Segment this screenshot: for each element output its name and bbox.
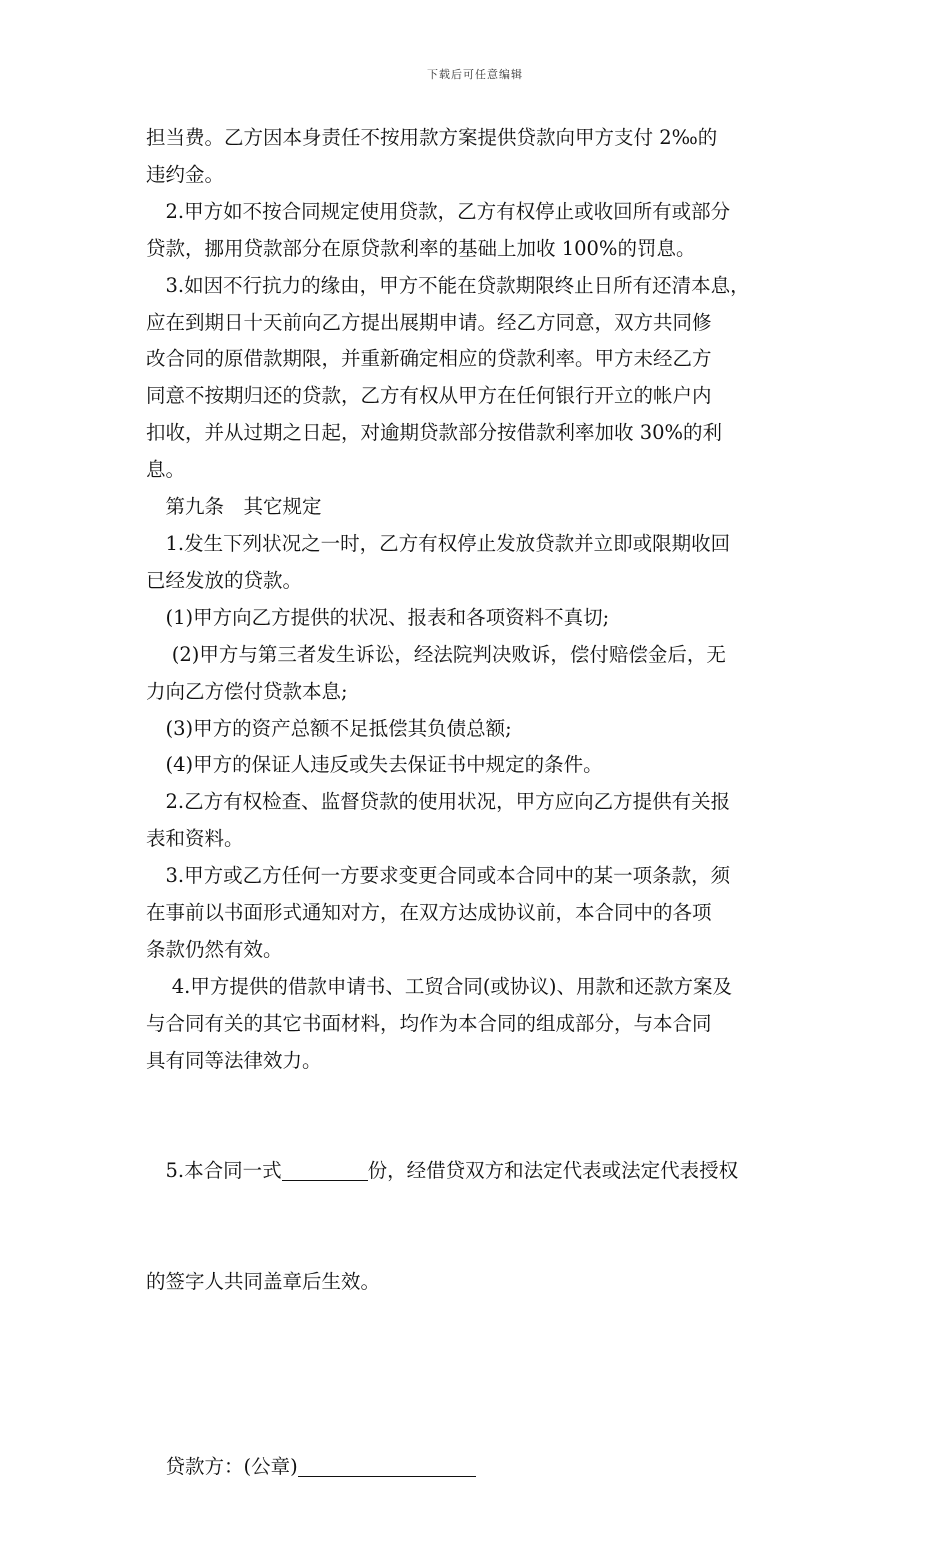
line-text: 具有同等法律效力。 <box>146 1048 322 1072</box>
indent-space <box>146 532 166 555</box>
lender-signature-line <box>146 1375 818 1559</box>
text-line <box>146 969 818 1006</box>
paragraph <box>146 600 818 637</box>
text-line <box>146 932 818 969</box>
paragraph <box>146 969 818 1080</box>
text-line <box>146 194 818 231</box>
page-header: 下载后可任意编辑 <box>427 68 523 81</box>
text-line <box>146 231 818 268</box>
line-text: 应在到期日十天前向乙方提出展期申请。经乙方同意，双方共同修 <box>146 310 712 334</box>
paragraph <box>146 711 818 748</box>
clause-5-paragraph <box>146 1080 818 1375</box>
text-line <box>146 1006 818 1043</box>
indent-space <box>146 495 166 518</box>
indent-space <box>146 717 166 740</box>
clause-5-line-1 <box>146 1153 818 1190</box>
line-text: 与合同有关的其它书面材料，均作为本合同的组成部分，与本合同 <box>146 1011 712 1035</box>
line-text: 1.发生下列状况之一时，乙方有权停止发放贷款并立即或限期收回 <box>165 531 731 555</box>
line-text: 息。 <box>146 458 186 482</box>
line-text: 违约金。 <box>146 162 225 186</box>
line-text: 3.甲方或乙方任何一方要求变更合同或本合同中的某一项条款，须 <box>165 864 731 888</box>
line-text: 第九条 其它规定 <box>165 495 322 519</box>
indent-space <box>146 200 166 223</box>
text-line <box>146 452 818 489</box>
text-line <box>146 526 818 563</box>
paragraph <box>146 489 818 526</box>
line-text: 贷款，挪用贷款部分在原贷款利率的基础上加收 100%的罚息。 <box>146 236 696 260</box>
line-text: 在事前以书面形式通知对方，在双方达成协议前，本合同中的各项 <box>146 901 712 925</box>
text-line <box>146 1043 818 1080</box>
line-text: 同意不按期归还的贷款，乙方有权从甲方在任何银行开立的帐户内 <box>146 384 712 408</box>
paragraph <box>146 784 818 858</box>
text-line <box>146 600 818 637</box>
indent-space <box>146 790 166 813</box>
line-text: 2.甲方如不按合同规定使用贷款，乙方有权停止或收回所有或部分 <box>165 199 731 223</box>
text-line <box>146 378 818 415</box>
paragraph-list <box>146 120 818 1080</box>
line-text: (4)甲方的保证人违反或失去保证书中规定的条件。 <box>165 753 603 777</box>
indent-space <box>146 753 166 776</box>
text-line <box>146 563 818 600</box>
clause-5-suffix: 份，经借贷双方和法定代表或法定代表授权 <box>367 1159 739 1183</box>
indent-space <box>146 643 166 666</box>
clause-5-prefix: 5.本合同一式 <box>165 1159 282 1183</box>
text-line <box>146 637 818 674</box>
line-text: 2.乙方有权检查、监督贷款的使用状况，甲方应向乙方提供有关报 <box>165 790 731 814</box>
line-text: 改合同的原借款期限，并重新确定相应的贷款利率。甲方未经乙方 <box>146 347 712 371</box>
line-text: 担当费。乙方因本身责任不按用款方案提供贷款向甲方支付 2‰的 <box>146 126 718 149</box>
text-line <box>146 821 818 858</box>
line-text: 3.如因不行抗力的缘由，甲方不能在贷款期限终止日所有还清本息， <box>165 273 750 297</box>
text-line <box>146 858 818 895</box>
copies-blank <box>282 1158 368 1181</box>
line-text: 条款仍然有效。 <box>146 937 283 961</box>
clause-5-line-2: 的签字人共同盖章后生效。 <box>146 1270 381 1294</box>
text-line <box>146 341 818 378</box>
text-line <box>146 784 818 821</box>
text-line <box>146 674 818 711</box>
text-line <box>146 747 818 784</box>
paragraph <box>146 747 818 784</box>
text-line <box>146 157 818 194</box>
line-text: 扣收，并从过期之日起，对逾期贷款部分按借款利率加收 30%的利 <box>146 421 723 445</box>
text-line <box>146 415 818 452</box>
paragraph <box>146 194 818 268</box>
paragraph <box>146 637 818 711</box>
paragraph <box>146 526 818 600</box>
paragraph <box>146 268 818 489</box>
text-line <box>146 305 818 342</box>
paragraph <box>146 858 818 969</box>
lender-line <box>146 1449 818 1486</box>
indent-space <box>146 274 166 297</box>
text-line <box>146 895 818 932</box>
lender-seal-blank <box>298 1454 476 1477</box>
indent-space <box>146 606 166 629</box>
line-text: (3)甲方的资产总额不足抵偿其负债总额; <box>165 716 512 740</box>
indent-space <box>146 864 166 887</box>
line-text: 已经发放的贷款。 <box>146 568 303 592</box>
document-body <box>146 120 818 1559</box>
text-line <box>146 489 818 526</box>
paragraph <box>146 120 818 194</box>
indent-space <box>146 975 166 998</box>
line-text: (1)甲方向乙方提供的状况、报表和各项资料不真切; <box>165 605 610 629</box>
line-text: 表和资料。 <box>146 827 244 851</box>
text-line <box>146 120 818 157</box>
line-text: 力向乙方偿付贷款本息; <box>146 679 348 703</box>
line-text: (2)甲方与第三者发生诉讼，经法院判决败诉，偿付赔偿金后，无 <box>165 642 726 666</box>
text-line <box>146 711 818 748</box>
text-line <box>146 268 818 305</box>
line-text: 4.甲方提供的借款申请书、工贸合同(或协议)、用款和还款方案及 <box>165 974 733 998</box>
lender-label: 贷款方：(公章) <box>165 1454 298 1478</box>
